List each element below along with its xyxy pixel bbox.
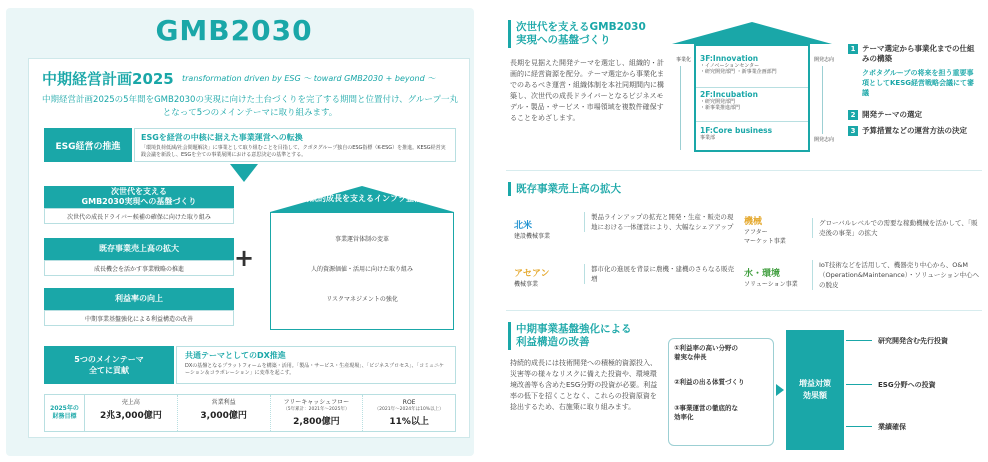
- section-bar: [508, 182, 511, 196]
- biz-item-name: [514, 218, 584, 240]
- theme-card: [44, 238, 234, 276]
- infra-item: 人的資源価値・活用に向けた取り組み: [310, 266, 413, 273]
- sec2-title: 既存事業売上高の拡大: [516, 183, 621, 195]
- down-arrow-icon: [822, 66, 823, 134]
- dx-box: [176, 346, 456, 384]
- target-label: 売上高: [121, 399, 140, 406]
- biz-desc: 製品ラインアップの拡充と開発・生産・販売の現地における一体運営により、大幅なシェアアップ: [584, 212, 734, 232]
- arrow-right-label: 開発志向: [814, 137, 835, 143]
- targets-label: 2025年の 財務目標: [45, 395, 85, 431]
- theme-head: 利益率の向上: [44, 288, 234, 310]
- target-value: 3,000億円: [200, 411, 247, 421]
- floor-desc: ・研究開発部門 ・新事業推進部門: [700, 99, 741, 111]
- floor-title: 3F:Innovation: [700, 54, 759, 63]
- target-note: （5年累計：2021年〜2025年）: [283, 407, 350, 412]
- point-number: 3: [848, 126, 858, 136]
- floor-1f: [696, 124, 808, 150]
- measure-item: ①利益率の高い分野の 着実な伸長: [674, 344, 739, 361]
- biz-name: アセアン: [514, 269, 550, 279]
- biz-name: 水・環境: [744, 269, 781, 279]
- divider: [506, 310, 982, 311]
- right-arrow-icon: [776, 384, 784, 396]
- floor-desc: ・イノベーションセンター ・研究開発部門 ・新事業企画部門: [700, 63, 777, 75]
- theme-card: [44, 186, 234, 224]
- target-label: フリーキャッシュフロー: [283, 399, 350, 406]
- down-arrow-icon: [230, 164, 258, 182]
- floor-desc: 事業部: [700, 135, 716, 141]
- floor-3f: [696, 52, 808, 88]
- branch-arrow-icon: [846, 340, 872, 341]
- biz-name: 機械: [744, 217, 763, 227]
- gmb2030-title: GMB2030: [155, 14, 313, 47]
- plan-intro: 中期経営計画2025の5年間をGMB2030の実現に向けた土台づくりを完了する期間と位置付け、グループ一丸となって5つのメインテーマに取り組みます。: [42, 95, 458, 118]
- theme-card: [44, 288, 234, 326]
- theme-desc: 次世代の成長ドライバー候補の確保に向けた取り組み: [44, 208, 234, 224]
- output-item: ESG分野への投資: [878, 381, 936, 389]
- biz-item-name: [514, 266, 584, 288]
- dx-desc: DXの基盤となるプラットフォームを構築・活用。「製品・サービス・生産現場」、「ビジネスプロセス」、「コミュニケーション＆コラボレーション」に変革を起こす。: [185, 363, 445, 376]
- measure-item: ②利益の出る体質づくり: [674, 378, 745, 386]
- biz-desc: 都市化の進展を背景に農機・建機のさらなる販売増: [584, 264, 734, 284]
- plus-icon: +: [234, 244, 255, 272]
- branch-arrow-icon: [846, 426, 872, 427]
- point-text: 予算措置などの運営方法の決定: [862, 126, 967, 135]
- esg-body: [134, 128, 456, 162]
- infra-head: 持続的成長を支えるインフラ整備: [302, 194, 422, 203]
- point-text: テーマ選定から事業化までの仕組みの構築: [862, 44, 975, 63]
- section-bar: [508, 20, 511, 48]
- plan-subtitle: transformation driven by ESG 〜 toward GMB2030 + beyond 〜: [182, 74, 436, 83]
- output-item: 業績確保: [878, 423, 906, 431]
- sec3-title: 中期事業基盤強化による 利益構造の改善: [516, 323, 632, 348]
- point-text: 開発テーマの選定: [862, 110, 922, 119]
- output-item: 研究開発含む先行投資: [878, 337, 948, 345]
- sec1-title: 次世代を支えるGMB2030 実現への基盤づくり: [516, 21, 646, 46]
- biz-sub: 建設機械事業: [514, 233, 551, 240]
- up-arrow-icon: [680, 66, 681, 150]
- theme-head: 次世代を支える GMB2030実現への基盤づくり: [44, 186, 234, 208]
- plan-title: 中期経営計画2025: [42, 70, 174, 88]
- biz-sub: 機械事業: [514, 281, 539, 288]
- biz-item-name: [744, 266, 814, 288]
- main-theme-label: 5つのメインテーマ 全てに貢献: [44, 346, 174, 384]
- point-sub: クボタグループの将来を担う重要事項としてKESG経営戦略会議にて審議: [862, 69, 974, 97]
- measure-item: ③事業運営の徹底的な 効率化: [674, 404, 739, 421]
- floor-title: 1F:Core business: [700, 126, 773, 135]
- esg-desc: 「環境負荷低減/社会問題解決」に事業として取り組むことを目指して、クボタグループ独自のESG指標（K-ESG）を推進。KESG経営実践会議を新設し、ESGを全ての事業展開における意思決定の基準とする。: [141, 145, 446, 158]
- floor-2f: [696, 88, 808, 122]
- target-value: 11%以上: [389, 417, 429, 427]
- target-value: 2兆3,000億円: [100, 411, 162, 421]
- esg-label: ESG経営の推進: [44, 128, 132, 162]
- biz-name: 北米: [514, 221, 533, 231]
- target-item: [271, 395, 364, 431]
- arrow-right-label: 開発志向: [814, 57, 835, 63]
- theme-desc: 中期事業基盤強化による利益構造の改善: [44, 310, 234, 326]
- theme-desc: 成長機会を活かす事業戦略の推進: [44, 260, 234, 276]
- target-note: （2021年〜2024年は10%以上）: [374, 407, 444, 412]
- financial-targets: [44, 394, 456, 432]
- biz-desc: グローバルレベルでの需要な稼動機械を活かして、「販売後の事業」の拡大: [812, 218, 980, 238]
- biz-desc: IoT技術などを活用して、機器売り中心から、O&M（Operation&Maintenance）・ソリューション中心への脱皮: [812, 260, 980, 290]
- target-label: ROE: [402, 399, 416, 406]
- house-roof: [672, 22, 832, 44]
- branch-arrow-icon: [846, 384, 872, 385]
- infra-item: 事業運営体制の変革: [334, 236, 389, 243]
- target-item: [363, 395, 455, 431]
- infra-item: リスクマネジメントの強化: [326, 296, 398, 303]
- biz-item-name: [744, 214, 814, 245]
- dx-head: 共通テーマとしてのDX推進: [185, 351, 286, 360]
- point-number: 2: [848, 110, 858, 120]
- divider: [506, 170, 982, 171]
- target-label: 営業利益: [211, 399, 236, 406]
- target-item: [178, 395, 271, 431]
- target-item: [85, 395, 178, 431]
- theme-head: 既存事業売上高の拡大: [44, 238, 234, 260]
- sec3-body: 持続的成長には技術開発への積極的資源投入、災害等の様々なリスクに備えた投資や、環境環境改善等も含めたESG分野の投資が必要。利益率の低下を招くことなく、これらの投資原資を捻出するため、右施策に取り組みます。: [510, 359, 658, 411]
- sec1-body: 長期を見据えた開発テーマを選定し、組織的・計画的に経営資源を配分。テーマ選定から事業化までのあるべき運営・組織体制を本社同期間内に構築し、次世代の成長ドライバーとなるビジネスモデル・製品・サービス・市場領域を複数件確保することをめざします。: [510, 59, 664, 122]
- target-value: 2,800億円: [293, 417, 340, 427]
- floor-title: 2F:Incubation: [700, 90, 758, 99]
- point-number: 1: [848, 44, 858, 54]
- effect-box: 増益対策 効果額: [786, 330, 844, 450]
- section-bar: [508, 322, 511, 350]
- esg-head: ESGを経営の中核に据えた事業運営への転換: [141, 133, 303, 142]
- biz-sub: アフター マーケット事業: [744, 229, 786, 245]
- biz-sub: ソリューション事業: [744, 281, 798, 288]
- arrow-left-label: 事業化: [676, 57, 692, 63]
